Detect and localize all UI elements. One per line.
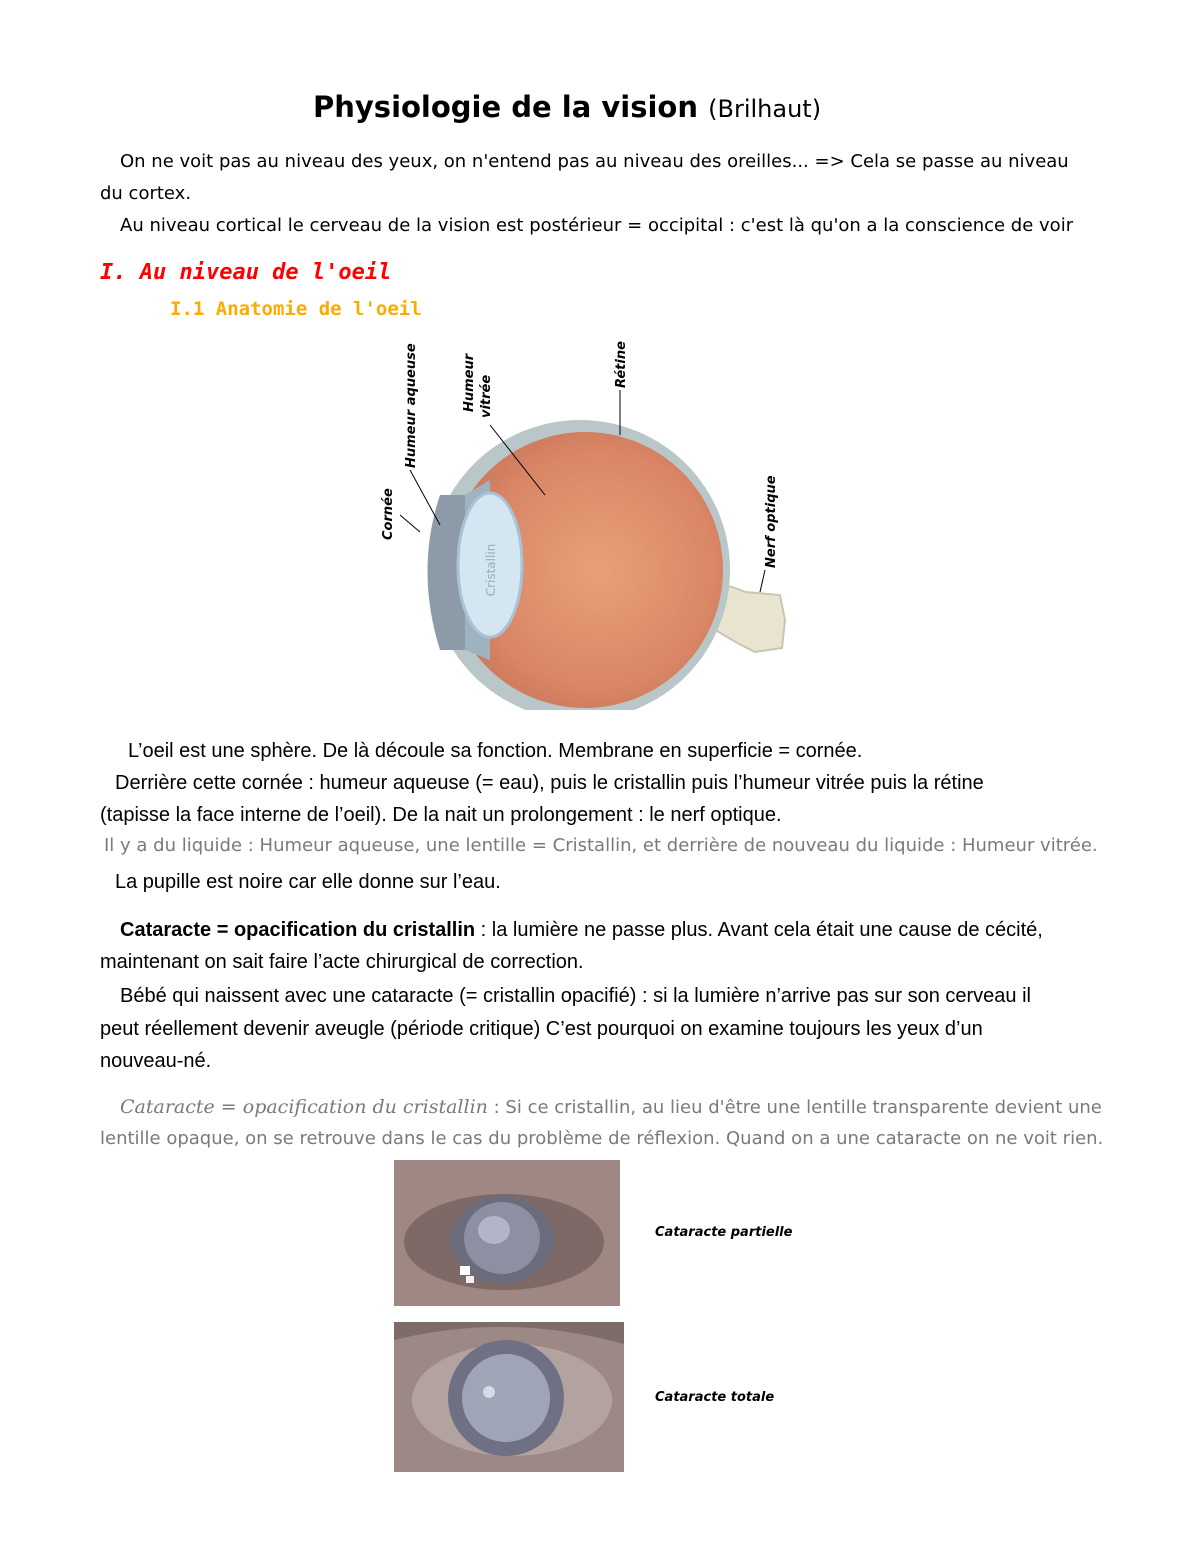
note-line-1 <box>120 1096 1102 1118</box>
partial-cataract-photo <box>394 1160 620 1306</box>
intro-line-1: On ne voit pas au niveau des yeux, on n'entend pas au niveau des oreilles... => Cela se passe au niveau <box>120 151 1069 172</box>
note-term: Cataracte = opacification du cristallin <box>120 1096 488 1118</box>
cataract-line-5: nouveau-né. <box>100 1050 212 1072</box>
cataract-line-1 <box>120 914 1043 947</box>
cataract-line-4: peut réellement devenir aveugle (période critique) C’est pourquoi on examine toujours les yeux d’un <box>100 1018 983 1040</box>
section-heading: I. Au niveau de l'oeil <box>100 260 392 285</box>
note-line-2: lentille opaque, on se retrouve dans le cas du problème de réflexion. Quand on a une cataracte on ne voit rien. <box>100 1128 1104 1149</box>
retina-label: Rétine <box>614 341 629 388</box>
total-cataract-label: Cataracte totale <box>655 1390 775 1405</box>
eye-anatomy-diagram <box>370 330 800 710</box>
title-main: Physiologie de la vision <box>313 90 699 124</box>
note-line-1-rest: : Si ce cristallin, au lieu d'être une lentille transparente devient une <box>487 1097 1102 1118</box>
total-cataract-photo <box>394 1322 624 1472</box>
intro-line-2: du cortex. <box>100 183 192 204</box>
vitreous-label-2: vitrée <box>479 374 494 418</box>
cataract-line-3: Bébé qui naissent avec une cataracte (= cristallin opacifié) : si la lumière n’arrive pas sur son cerveau il <box>120 985 1031 1007</box>
subsection-heading: I.1 Anatomie de l'oeil <box>170 298 422 320</box>
intro-line-3: Au niveau cortical le cerveau de la vision est postérieur = occipital : c'est là qu'on a la conscience de voir <box>120 215 1074 236</box>
body-line-3: (tapisse la face interne de l’oeil). De la nait un prolongement : le nerf optique. <box>100 804 782 826</box>
body-line-5: La pupille est noire car elle donne sur l’eau. <box>115 871 501 893</box>
cataract-line-2: maintenant on sait faire l’acte chirurgical de correction. <box>100 951 584 973</box>
optic-nerve-label: Nerf optique <box>764 475 779 568</box>
lens-label: Cristallin <box>484 543 498 597</box>
cornea-pointer <box>400 515 420 532</box>
cataract-line-1-rest: : la lumière ne passe plus. Avant cela était une cause de cécité, <box>475 919 1043 941</box>
title-author: (Brilhaut) <box>708 95 822 123</box>
page-title <box>313 90 821 124</box>
cornea-label: Cornée <box>381 488 396 540</box>
vitreous-label-1: Humeur <box>462 353 477 412</box>
cataract-term: Cataracte = opacification du cristallin <box>120 919 476 941</box>
aqueous-pointer <box>410 470 440 525</box>
optic-nerve-pointer <box>760 570 765 592</box>
body-line-2: Derrière cette cornée : humeur aqueuse (= eau), puis le cristallin puis l’humeur vitrée puis la rétine <box>115 772 984 794</box>
body-line-4: Il y a du liquide : Humeur aqueuse, une lentille = Cristallin, et derrière de nouveau du liquide : Humeur vitrée. <box>104 835 1098 856</box>
aqueous-humor-label: Humeur aqueuse <box>404 343 419 468</box>
partial-cataract-label: Cataracte partielle <box>655 1225 793 1240</box>
body-line-1: L’oeil est une sphère. De là découle sa fonction. Membrane en superficie = cornée. <box>128 740 863 762</box>
